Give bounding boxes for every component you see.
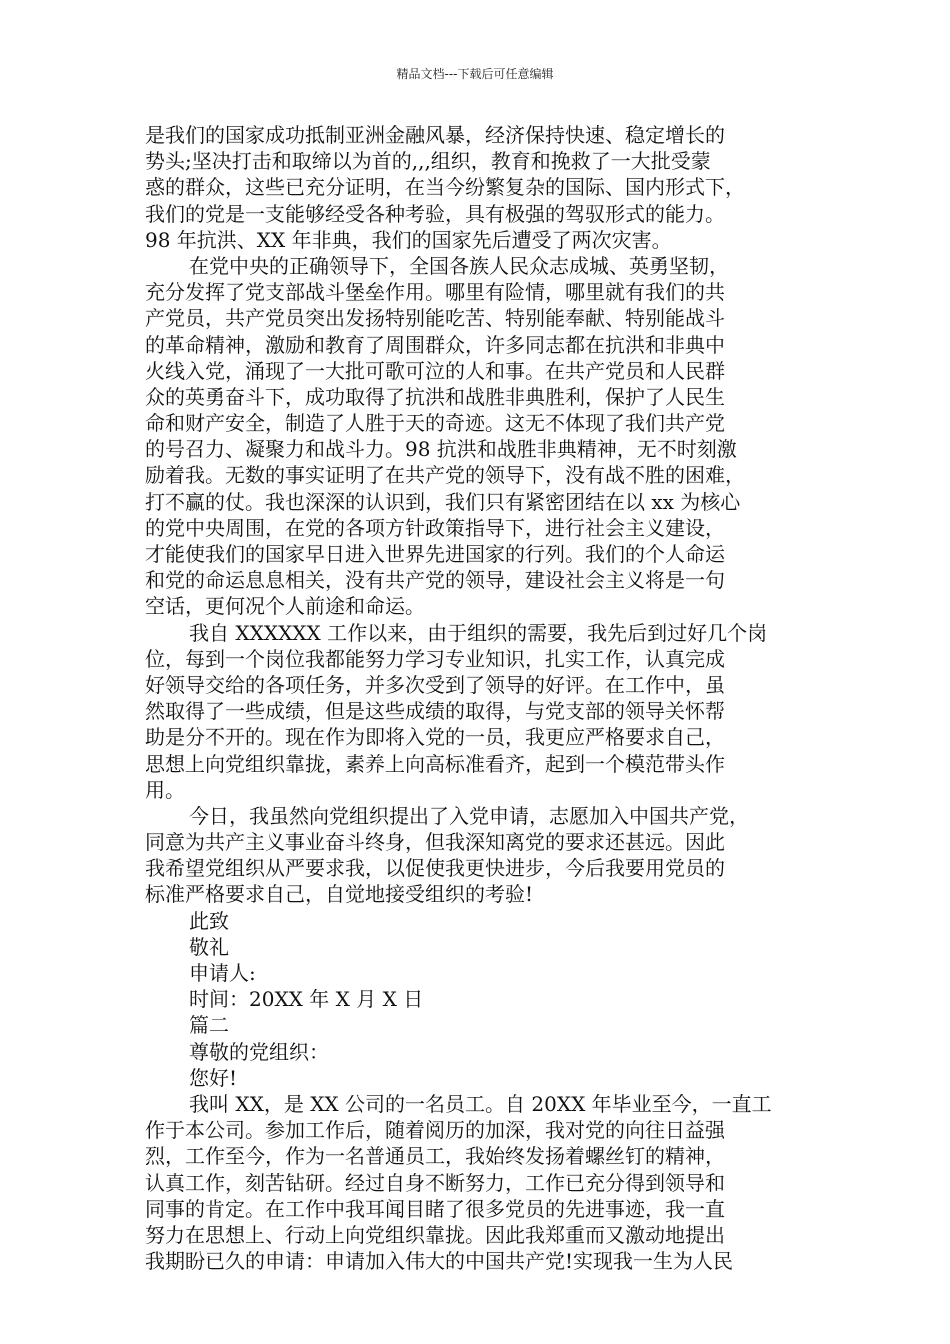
text-line: 我们的党是一支能够经受各种考验，具有极强的驾驭形式的能力。 [145,201,725,226]
text-line: 充分发挥了党支部战斗堡垒作用。哪里有险情，哪里就有我们的共 [145,280,725,305]
text-line: 才能使我们的国家早日进入世界先进国家的行列。我们的个人命运 [145,542,725,566]
text-line: 是我们的国家成功抵制亚洲金融风暴，经济保持快速、稳定增长的 [145,123,725,147]
text-line: 标准严格要求自己，自觉地接受组织的考验! [145,882,534,907]
document-body [145,122,810,1274]
text-line: 助是分不开的。现在作为即将入党的一员，我更应严格要求自己， [145,725,725,750]
text-line: 您好! [189,1065,238,1090]
text-line: 产党员，共产党员突出发扬特别能吃苦、特别能奉献、特别能战斗 [145,306,725,331]
text-line: 打不赢的仗。我也深深的认识到，我们只有紧密团结在以 xx 为核心 [145,489,741,514]
text-line: 同意为共产主义事业奋斗终身，但我深知离党的要求还甚远。因此 [145,830,725,855]
text-line: 努力在思想上、行动上向党组织靠拢。因此我郑重而又激动地提出 [145,1222,725,1247]
text-line: 作于本公司。参加工作后，随着阅历的加深，我对党的向往日益强 [145,1118,725,1143]
text-line: 用。 [145,777,185,802]
text-line: 我自 XXXXXX 工作以来，由于组织的需要，我先后到过好几个岗 [189,620,768,645]
text-line: 空话，更何况个人前途和命运。 [145,594,425,619]
text-line: 98 年抗洪、XX 年非典，我们的国家先后遭受了两次灾害。 [145,227,672,252]
text-line: 然取得了一些成绩，但是这些成绩的取得，与党支部的领导关怀帮 [145,699,725,724]
text-line: 惑的群众，这些已充分证明，在当今纷繁复杂的国际、国内形式下， [145,175,745,200]
text-line: 今日，我虽然向党组织提出了入党申请，志愿加入中国共产党， [189,803,749,828]
text-line: 和党的命运息息相关，没有共产党的领导，建设社会主义将是一句 [145,568,725,593]
page-header: 精品文档---下载后可任意编辑 [396,67,554,81]
text-line: 烈，工作至今，作为一名普通员工，我始终发扬着螺丝钉的精神， [145,1144,725,1169]
text-line: 认真工作，刻苦钻研。经过自身不断努力，工作已充分得到领导和 [145,1170,725,1195]
text-line: 命和财产安全，制造了人胜于天的奇迹。这无不体现了我们共产党 [145,411,725,436]
text-line: 申请人: [189,961,256,985]
text-line: 众的英勇奋斗下，成功取得了抗洪和战胜非典胜利，保护了人民生 [145,384,725,409]
text-line: 我期盼已久的申请：申请加入伟大的中国共产党!实现我一生为人民 [145,1249,734,1274]
text-line: 在党中央的正确领导下，全国各族人民众志成城、英勇坚韧， [189,253,729,278]
text-line: 篇二 [189,1013,229,1038]
text-line: 同事的肯定。在工作中我耳闻目睹了很多党员的先进事迹，我一直 [145,1196,725,1221]
text-line: 位，每到一个岗位我都能努力学习专业知识，扎实工作，认真完成 [145,646,725,671]
text-line: 敬礼 [189,934,229,959]
text-line: 的党中央周围，在党的各项方针政策指导下，进行社会主义建设， [145,515,725,540]
text-line: 励着我。无数的事实证明了在共产党的领导下，没有战不胜的困难， [145,463,745,488]
text-line: 尊敬的党组织： [189,1039,329,1064]
text-line: 势头;坚决打击和取缔以为首的,,,组织，教育和挽救了一大批受蒙 [145,149,711,174]
text-line: 时间：20XX 年 X 月 X 日 [189,987,424,1012]
text-line: 此致 [189,908,229,933]
text-line: 思想上向党组织靠拢，素养上向高标准看齐，起到一个模范带头作 [145,751,725,776]
text-line: 的革命精神，激励和教育了周围群众，许多同志都在抗洪和非典中 [145,332,725,357]
text-line: 我叫 XX，是 XX 公司的一名员工。自 20XX 年毕业至今，一直工 [189,1091,772,1116]
text-line: 的号召力、凝聚力和战斗力。98 抗洪和战胜非典精神，无不时刻激 [145,437,737,462]
text-line: 火线入党，涌现了一大批可歌可泣的人和事。在共产党员和人民群 [145,358,725,383]
text-line: 好领导交给的各项任务，并多次受到了领导的好评。在工作中，虽 [145,672,725,697]
text-line: 我希望党组织从严要求我，以促使我更快进步，今后我要用党员的 [145,856,725,881]
